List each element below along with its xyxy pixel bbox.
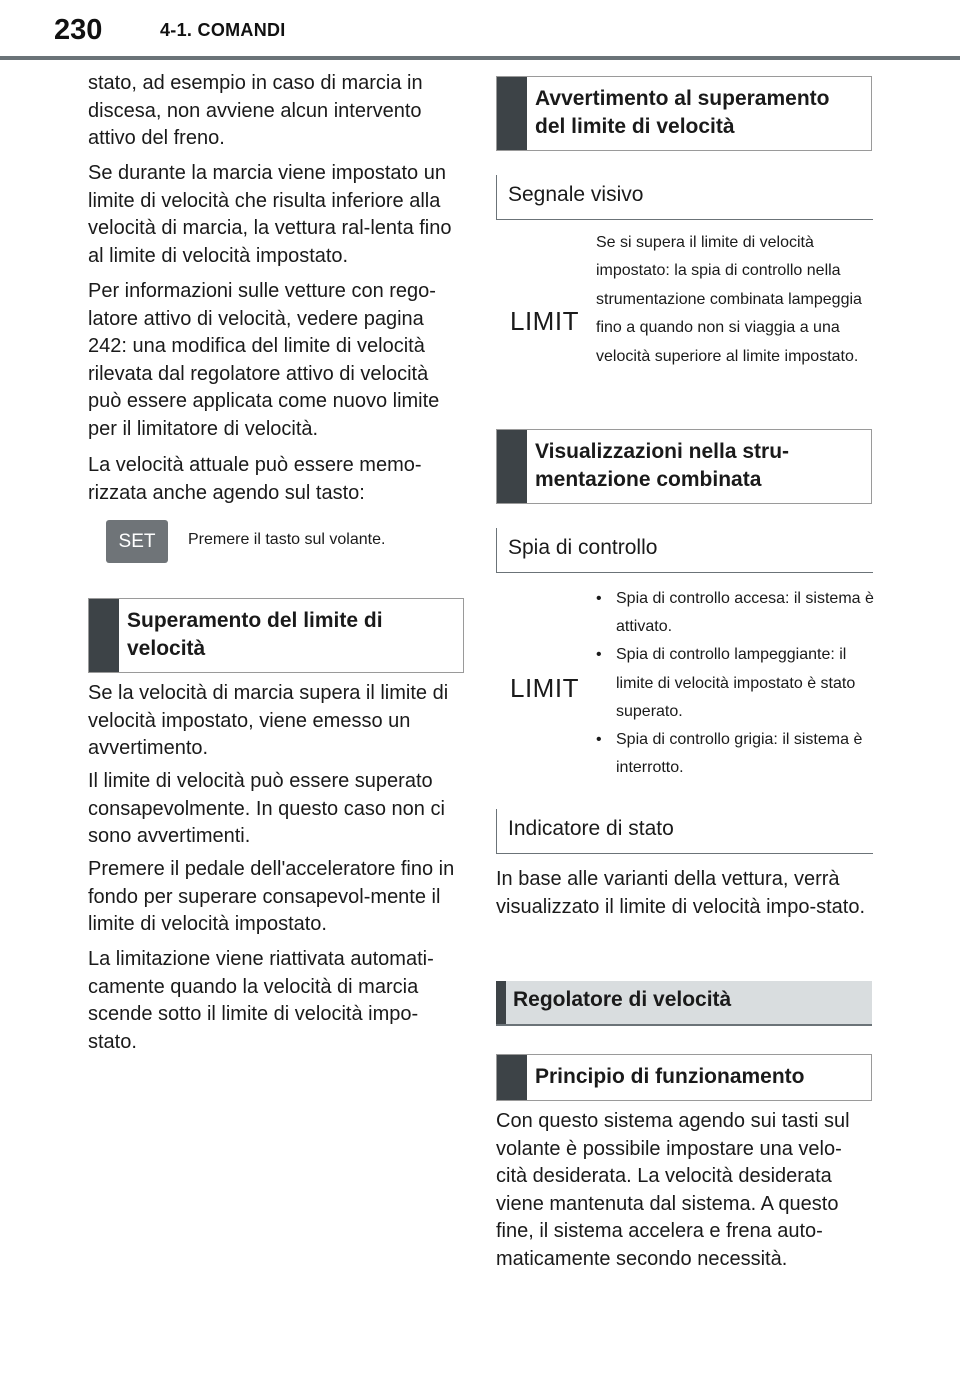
paragraph: Se durante la marcia viene impostato un limite di velocità che risulta inferiore alla velocità di marcia, la vettura ral-lenta fino al limite di velocità impostato. — [88, 162, 452, 267]
heading-text: Avvertimento al superamento del limite di velocità — [535, 87, 830, 138]
list-item: • Spia di controllo grigia: il sistema è interrotto. — [592, 726, 874, 782]
bullet-list — [592, 585, 874, 782]
subheading-text: Indicatore di stato — [508, 817, 674, 840]
heading-text: Visualizzazioni nella stru-mentazione combinata — [535, 440, 790, 491]
heading-regolatore — [496, 981, 872, 1024]
heading-bar — [497, 430, 527, 503]
header-divider — [0, 56, 960, 60]
subheading-indicatore-stato — [496, 809, 873, 854]
heading-text: Principio di funzionamento — [535, 1065, 805, 1088]
set-button-description: Premere il tasto sul volante. — [188, 531, 386, 548]
heading-avvertimento — [496, 76, 872, 151]
heading-bar — [497, 1055, 527, 1100]
heading-bar — [496, 981, 506, 1024]
page-number: 230 — [54, 14, 103, 46]
paragraph: Con questo sistema agendo sui tasti sul volante è possibile impostare una velo-cità desiderata. La velocità desiderata viene mantenuta dal sistema. A questo fine, il sistema accelera e frena auto-maticamente secondo necessità. — [496, 1110, 850, 1270]
heading-bar — [89, 599, 119, 672]
heading-underline — [496, 1024, 872, 1026]
heading-bar — [497, 77, 527, 150]
list-item: • Spia di controllo accesa: il sistema è attivato. — [592, 585, 874, 641]
paragraph: stato, ad esempio in caso di marcia in discesa, non avviene alcun intervento attivo del freno. — [88, 72, 423, 150]
subheading-text: Spia di controllo — [508, 536, 658, 559]
paragraph: Premere il pedale dell'acceleratore fino in fondo per superare consapevol-mente il limite di velocità impostato. — [88, 858, 455, 936]
set-button-icon: SET — [106, 520, 168, 563]
section-title: 4-1. COMANDI — [160, 20, 286, 40]
heading-text: Regolatore di velocità — [513, 988, 732, 1011]
heading-visualizzazioni — [496, 429, 872, 504]
subheading-segnale-visivo — [496, 175, 873, 220]
limit-indicator-icon: LIMIT — [510, 673, 579, 703]
paragraph: Per informazioni sulle vetture con rego-latore attivo di velocità, vedere pagina 242: una modifica del limite di velocità rilevata dal regolatore attivo di velocità può essere applicata come nuovo limite per il limitatore di velocità. — [88, 280, 440, 440]
segnale-description: Se si supera il limite di velocità impostato: la spia di controllo nella strumentazione combinata lampeggia fino a quando non si viaggia a una velocità superiore al limite impostato. — [596, 234, 862, 365]
paragraph: La velocità attuale può essere memo-rizzata anche agendo sul tasto: — [88, 454, 422, 504]
paragraph: In base alle varianti della vettura, verrà visualizzato il limite di velocità impo-stato. — [496, 868, 866, 918]
list-item: • Spia di controllo lampeggiante: il limite di velocità impostato è stato superato. — [592, 641, 874, 726]
heading-text: Superamento del limite di velocità — [127, 609, 383, 660]
heading-superamento — [88, 598, 464, 673]
page-header — [0, 0, 960, 60]
paragraph: La limitazione viene riattivata automati-camente quando la velocità di marcia scende sotto il limite di velocità impo-stato. — [88, 948, 434, 1053]
paragraph: Se la velocità di marcia supera il limite di velocità impostato, viene emesso un avvertimento. — [88, 682, 449, 760]
subheading-spia-controllo — [496, 528, 873, 573]
paragraph: Il limite di velocità può essere superato consapevolmente. In questo caso non ci sono avvertimenti. — [88, 770, 445, 848]
heading-principio — [496, 1054, 872, 1101]
subheading-text: Segnale visivo — [508, 183, 644, 206]
limit-indicator-icon: LIMIT — [510, 306, 579, 336]
